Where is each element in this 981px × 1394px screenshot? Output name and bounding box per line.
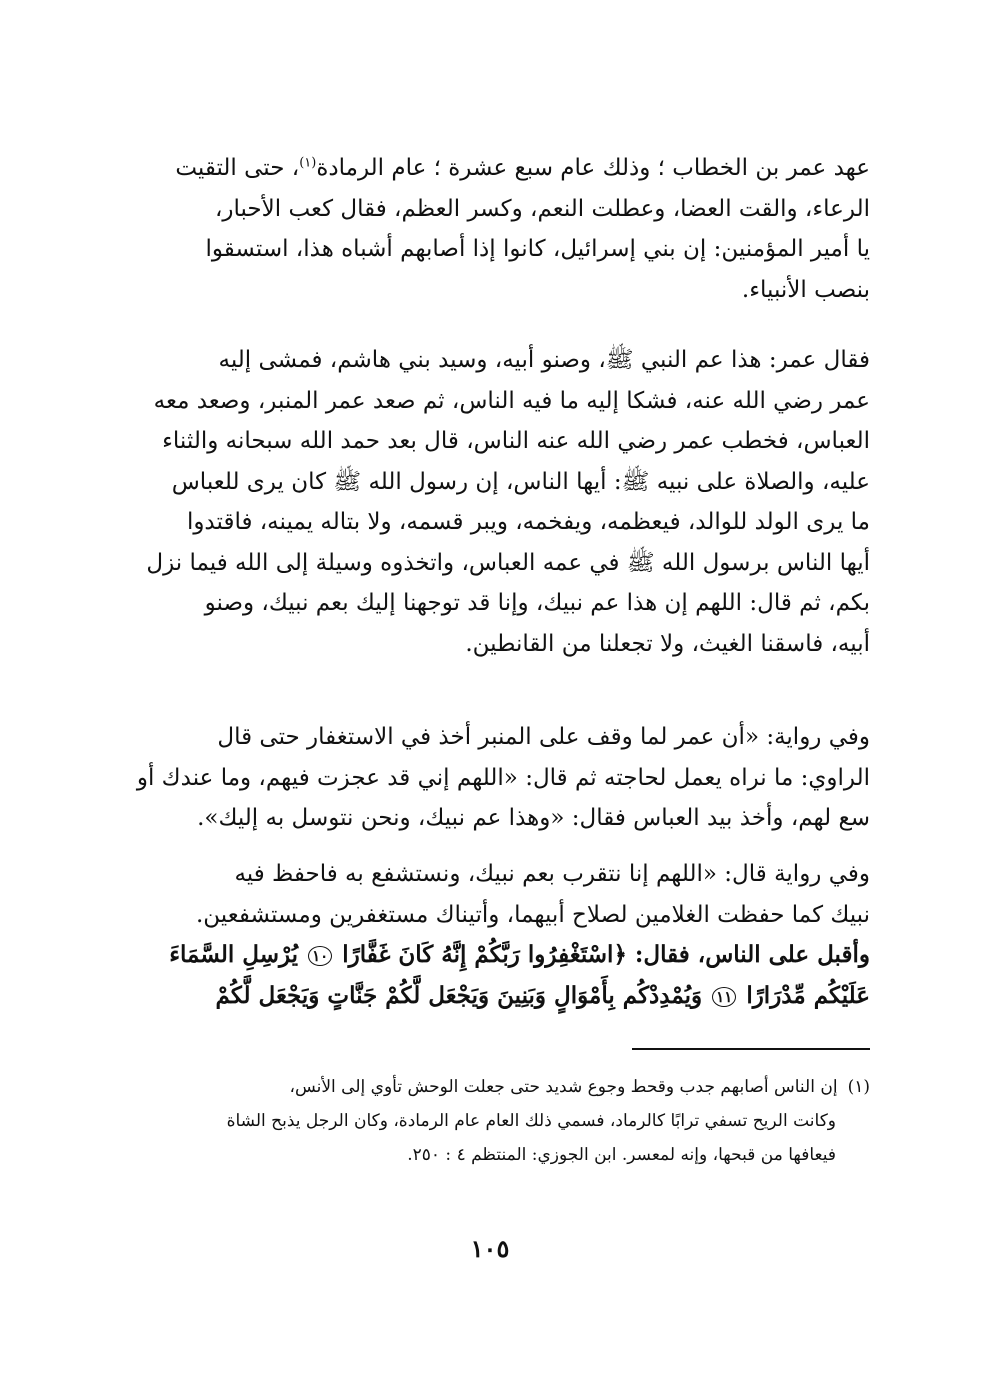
paragraph-2-line: عمر رضي الله عنه، فشكا إليه ما فيه الناس، ثم صعد عمر المنبر، وصعد معه — [153, 387, 870, 414]
quran-verse: اسْتَغْفِرُوا رَبَّكُمْ إِنَّهُ كَانَ غَفَّارًا — [342, 941, 614, 968]
paragraph-2-line: عليه، والصلاة على نبيه ﷺ: أيها الناس، إن رسول الله ﷺ كان يرى للعباس — [171, 468, 870, 495]
footnote-marker: (١) — [299, 155, 317, 171]
paragraph-2-line: أبيه، فاسقنا الغيث، ولا تجعلنا من القانطين. — [465, 630, 870, 657]
paragraph-1-line-3: يا أمير المؤمنين: إن بني إسرائيل، كانوا إذا أصابهم أشباه هذا، استسقوا — [205, 236, 870, 262]
paragraph-4-line-3 — [150, 935, 870, 976]
paragraph-2-line: بكم، ثم قال: اللهم إن هذا عم نبيك، وإنا قد توجهنا إليك بعم نبيك، وصنو — [204, 590, 870, 616]
paragraph-1-line-1 — [150, 148, 870, 189]
quran-verse: عَلَيْكُم مِّدْرَارًا — [746, 982, 870, 1010]
ayah-number-11: ١١ — [712, 987, 736, 1007]
paragraph-2 — [146, 340, 870, 664]
paragraph-1-line-2: الرعاء، والقت العضا، وعطلت النعم، وكسر العظم، فقال كعب الأحبار، — [214, 195, 870, 222]
paragraph-4-line-2: نبيك كما حفظت الغلامين لصلاح أبيهما، وأتيناك مستغفرين ومستشفعين. — [195, 901, 870, 928]
paragraph-2-line: العباس، فخطب عمر رضي الله عنه الناس، قال بعد حمد الله سبحانه والثناء — [162, 428, 870, 454]
paragraph-4-line-4 — [150, 976, 870, 1017]
paragraph-1-line-1-text: عهد عمر بن الخطاب ؛ وذلك عام سبع عشرة ؛ عام الرمادة — [316, 155, 870, 181]
paragraph-3-line: وفي رواية: «أن عمر لما وقف على المنبر أخذ في الاستغفار حتى قال — [217, 724, 870, 750]
paragraph-4 — [150, 854, 870, 1018]
quran-verse: يُرْسِلِ السَّمَاءَ — [169, 941, 299, 968]
page-number: ١٠٥ — [470, 1234, 510, 1263]
footnote-number: (١) — [847, 1077, 870, 1097]
paragraph-4-line-1: وفي رواية قال: «اللهم إنا نتقرب بعم نبيك، ونستشفع به فاحفظ فيه — [234, 861, 870, 887]
quran-intro: وأقبل على الناس، فقال: ﴿ — [613, 941, 870, 968]
footnote-line-2: وكانت الريح تسفي ترابًا كالرماد، فسمي ذلك العام عام الرمادة، وكان الرجل يذبح الشاة — [226, 1111, 836, 1131]
ayah-number-10: ١٠ — [308, 946, 332, 966]
paragraph-3-line: الراوي: ما نراه يعمل لحاجته ثم قال: «اللهم إني قد عجزت فيهم، وما عندك أو — [136, 764, 870, 791]
footnote-text: إن الناس أصابهم جدب وقحط وجوع شديد حتى جعلت الوحش تأوي إلى الأنس، — [289, 1077, 838, 1097]
paragraph-1 — [150, 148, 870, 310]
footnote-divider — [632, 1048, 870, 1050]
paragraph-2-line: فقال عمر: هذا عم النبي ﷺ، وصنو أبيه، وسيد بني هاشم، فمشى إليه — [218, 347, 870, 373]
footnote-line-1 — [150, 1070, 870, 1104]
footnote-line-3: فيعافها من قبحها، وإنه لمعسر. ابن الجوزي: المنتظم ٤ : ٢٥٠. — [407, 1145, 836, 1165]
quran-verse: وَيُمْدِدْكُم بِأَمْوَالٍ وَبَنِينَ وَيَجْعَل لَّكُمْ جَنَّاتٍ وَيَجْعَل لَّكُمْ — [215, 982, 703, 1010]
paragraph-2-line: أيها الناس برسول الله ﷺ في عمه العباس، واتخذوه وسيلة إلى الله فيما نزل — [146, 549, 870, 576]
paragraph-3-line: سع لهم، وأخذ بيد العباس فقال: «وهذا عم نبيك، ونحن نتوسل به إليك». — [197, 805, 870, 831]
paragraph-1-line-1-text-end: ، حتى التقيت — [175, 155, 300, 181]
footnotes — [150, 1070, 870, 1172]
paragraph-3 — [136, 717, 870, 839]
paragraph-2-line: ما يرى الولد للوالد، فيعظمه، ويفخمه، ويبر قسمه، ولا بتاله يمينه، فاقتدوا — [186, 509, 870, 535]
paragraph-1-line-4: بنصب الأنبياء. — [741, 276, 870, 303]
